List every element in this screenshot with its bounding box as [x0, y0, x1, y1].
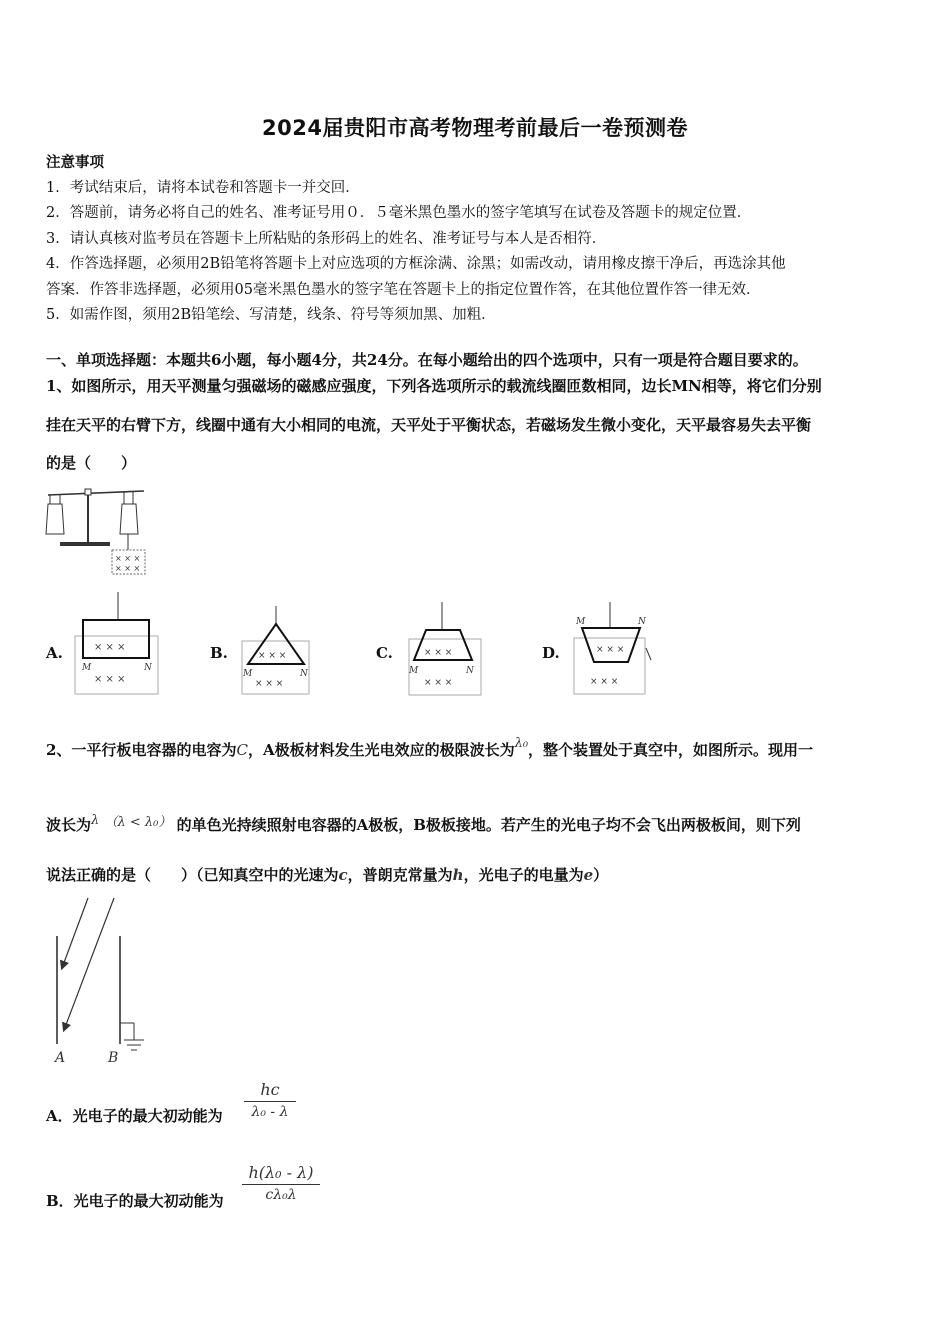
balance-figure: [40, 482, 155, 578]
note-item: 1．考试结束后，请将本试卷和答题卡一并交回．: [46, 179, 360, 196]
capacitance-symbol: C: [236, 741, 248, 759]
lambda0-symbol: λ₀: [514, 736, 529, 751]
field-symbols: × × ×: [115, 564, 141, 573]
q2-text: 波长为: [46, 816, 92, 834]
light-speed-symbol: c: [338, 866, 348, 884]
q2-text: ）: [593, 866, 609, 884]
q1-text-line1: 1、如图所示，用天平测量匀强磁场的磁感应强度，下列各选项所示的载流线圈匝数相同，边长MN相等，将它们分别: [46, 377, 822, 395]
point-m: M: [82, 663, 92, 673]
q2-option-b-formula: [242, 1163, 320, 1203]
note-item: 2．答题前，请务必将自己的姓名、准考证号用０．５毫米黑色墨水的签字笔填写在试卷及答题卡的规定位置．: [46, 205, 752, 221]
q2-text: ，A极板材料发生光电效应的极限波长为: [247, 741, 515, 759]
charge-symbol: e: [583, 866, 594, 884]
formula-denominator: λ₀ - λ: [251, 1104, 289, 1120]
q2-text: 说法正确的是（ ）（已知真空中的光速为: [46, 866, 339, 884]
plate-a-label: A: [55, 1050, 66, 1066]
field-symbols: × × ×: [424, 648, 453, 658]
note-item: 3．请认真核对监考员在答题卡上所粘贴的条形码上的姓名、准考证号与本人是否相符．: [46, 230, 607, 247]
field-symbols: × × ×: [94, 642, 126, 653]
lambda-condition: （λ < λ₀）: [104, 815, 172, 830]
q2-text-line3: [46, 864, 608, 885]
planck-symbol: h: [452, 866, 464, 884]
note-item: 5．如需作图，须用2B铅笔绘、写清楚，线条、符号等须加黑、加粗．: [46, 307, 496, 323]
field-symbols: × × ×: [258, 651, 287, 661]
lambda-symbol: λ: [91, 813, 100, 828]
point-m: M: [409, 666, 419, 676]
note-item: 4．作答选择题，必须用2B铅笔将答题卡上对应选项的方框涂满、涂黑；如需改动，请用橡皮擦干净后，再选涂其他: [46, 256, 786, 272]
point-n: N: [300, 669, 308, 679]
q2-text: ，光电子的电量为: [463, 866, 584, 884]
option-a-figure: [72, 592, 164, 698]
q2-text-line2: [46, 814, 801, 835]
field-symbols: × × ×: [590, 677, 619, 687]
fraction-bar: [242, 1184, 320, 1185]
q2-option-a[interactable]: A．光电子的最大初动能为: [46, 1107, 223, 1125]
option-b-label[interactable]: B.: [210, 644, 228, 662]
field-symbols: × × ×: [94, 674, 126, 685]
q1-text-line3: 的是（ ）: [46, 454, 137, 472]
q2-option-b[interactable]: B．光电子的最大初动能为: [46, 1192, 224, 1210]
plate-b-label: B: [108, 1050, 119, 1066]
q1-text-line2: 挂在天平的右臂下方，线圈中通有大小相同的电流，天平处于平衡状态，若磁场发生微小变化，天平最容易失去平衡: [46, 416, 812, 434]
point-n: N: [638, 617, 646, 627]
option-c-figure: [404, 602, 486, 698]
option-c-label[interactable]: C.: [376, 644, 393, 662]
point-m: M: [243, 669, 253, 679]
field-symbols: × × ×: [596, 645, 625, 655]
q2-text: 2、一平行板电容器的电容为: [46, 741, 237, 759]
option-d-label[interactable]: D.: [542, 644, 560, 662]
field-symbols: × × ×: [115, 554, 141, 563]
formula-denominator: cλ₀λ: [265, 1187, 297, 1203]
page-title: 2024届贵阳市高考物理考前最后一卷预测卷: [262, 116, 688, 140]
option-b-figure: [238, 606, 318, 698]
point-n: N: [466, 666, 474, 676]
notes-block: [46, 150, 916, 329]
section-heading: 一、单项选择题：本题共6小题，每小题4分，共24分。在每小题给出的四个选项中，只有一项是符合题目要求的。: [46, 351, 808, 369]
field-symbols: × × ×: [424, 678, 453, 688]
capacitor-figure: [44, 896, 154, 1068]
notes-heading: 注意事项: [46, 154, 104, 171]
q2-text: ，整个装置处于真空中，如图所示。现用一: [528, 741, 814, 759]
q2-text: 的单色光持续照射电容器的A极板，B极板接地。若产生的光电子均不会飞出两极板间，则下列: [176, 816, 801, 834]
q2-text: ，普朗克常量为: [347, 866, 453, 884]
formula-numerator: h(λ₀ - λ): [248, 1163, 314, 1182]
q2-text-line1: [46, 736, 814, 760]
point-n: N: [144, 663, 152, 673]
point-m: M: [576, 617, 586, 627]
option-d-figure: [568, 602, 658, 698]
note-item: 答案．作答非选择题，必须用05毫米黑色墨水的签字笔在答题卡上的指定位置作答，在其他位置作答一律无效．: [46, 281, 761, 298]
fraction-bar: [244, 1101, 296, 1102]
formula-numerator: hc: [260, 1080, 280, 1099]
field-symbols: × × ×: [255, 679, 284, 689]
q2-option-a-formula: [244, 1080, 296, 1120]
option-a-label[interactable]: A.: [46, 644, 63, 662]
